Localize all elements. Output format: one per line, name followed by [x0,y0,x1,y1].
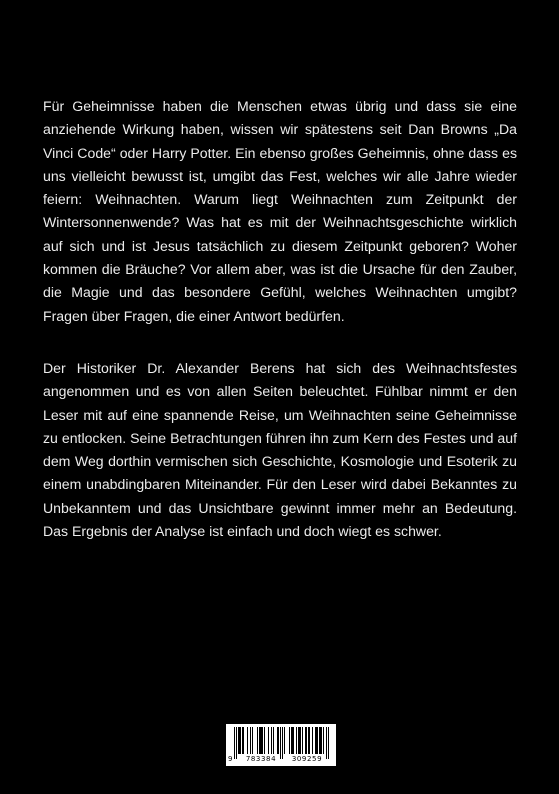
barcode-bar [236,727,237,759]
barcode-bar [273,727,274,754]
text-line: Der Historiker Dr. Alexander Berens hat sich des Weihnachtsfestes [43,360,517,376]
barcode-bar [277,727,278,754]
text-line: zu entlocken. Seine Betrachtungen führen ihn zum Kern des Festes und auf [43,429,517,446]
barcode-first-digit: 9 [228,755,233,763]
barcode-bar [315,727,316,754]
text-line: Leser mit auf eine spannende Reise, um Weihnachten seine Geheimnisse [43,406,517,423]
barcode-bar [302,727,303,754]
barcode-bar [271,727,272,754]
text-line: Vinci Code“ oder Harry Potter. Ein ebenso großes Geheimnis, ohne dass es [43,144,517,161]
text-line: kommen die Bräuche? Vor allem aber, was ist die Ursache für den Zauber, [43,261,517,278]
barcode-bar [260,727,261,754]
text-line: Unbekanntem und das Unsichtbare gewinnt immer mehr an Bedeutung. [43,499,517,516]
barcode-left-digits: 783384 [245,755,277,763]
barcode-bar [257,727,258,754]
barcode-bar [238,727,239,754]
text-line: uns vielleicht bewusst ist, umgibt das Fest, welches wir alle Jahre wieder [43,167,517,184]
barcode-bar [264,727,265,754]
barcode-bar [252,727,253,754]
barcode-bar [306,727,307,754]
text-line: feiern: Weihnachten. Warum liegt Weihnachten zum Zeitpunkt der [43,191,517,208]
blurb-paragraph-1 [43,95,517,328]
barcode-bar [239,727,240,754]
text-line: Fragen über Fragen, die einer Antwort bedürfen. [43,307,345,324]
text-line: Wintersonnenwende? Was hat es mit der Weihnachtsgeschichte wirklich [43,214,517,231]
barcode-bar [316,727,317,754]
barcode-bar [243,727,244,754]
isbn-barcode [226,724,336,766]
barcode-bar [242,727,243,754]
barcode-bar [240,727,241,754]
text-line: einem unabdingbaren Miteinander. Für den Leser wird dabei Bekanntes zu [43,476,517,493]
barcode-bar [293,727,294,754]
barcode-bar [300,727,301,754]
text-line: auf sich und ist Jesus tatsächlich zu diesem Zeitpunkt geboren? Woher [43,237,517,254]
barcode-bar [296,727,297,754]
barcode-bar [323,727,324,754]
text-line: anziehende Wirkung haben, wissen wir spätestens seit Dan Browns „Da [43,121,517,138]
barcode-bar [278,727,279,754]
text-line: Das Ergebnis der Analyse ist einfach und doch wiegt es schwer. [43,523,442,540]
barcode-bar [321,727,322,754]
barcode-bar [247,727,248,754]
barcode-bar [292,727,293,754]
barcode-bar [319,727,320,754]
barcode-bar [291,727,292,754]
barcode-bar [289,727,290,754]
text-line: die Magie und das besondere Gefühl, welches Weihnachten umgibt? [43,284,517,301]
barcode-bar [268,727,269,754]
barcode-bar [328,727,329,759]
barcode-right-digits: 309259 [291,755,323,763]
barcode-bar [305,727,306,754]
barcode-bar [282,727,283,759]
barcode-bar [309,727,310,754]
barcode-bar [320,727,321,754]
barcode-bar [250,727,251,754]
barcode-bar [284,727,285,754]
barcode-bar [234,727,235,759]
barcode-bar [261,727,262,754]
barcode-bar [312,727,313,754]
text-line: dem Weg dorthin vermischen sich Geschichte, Kosmologie und Esoterik zu [43,453,517,470]
barcode-bar [299,727,300,754]
text-line: angenommen und es von allen Seiten beleuchtet. Fühlbar nimmt er den [43,383,517,400]
barcode-bar [298,727,299,754]
barcode-bar [259,727,260,754]
barcode-bar [317,727,318,754]
barcode-bar [262,727,263,754]
blurb-paragraph-2 [43,357,517,543]
barcode-bar [308,727,309,754]
text-line: Für Geheimnisse haben die Menschen etwas übrig und dass sie eine [43,98,517,114]
